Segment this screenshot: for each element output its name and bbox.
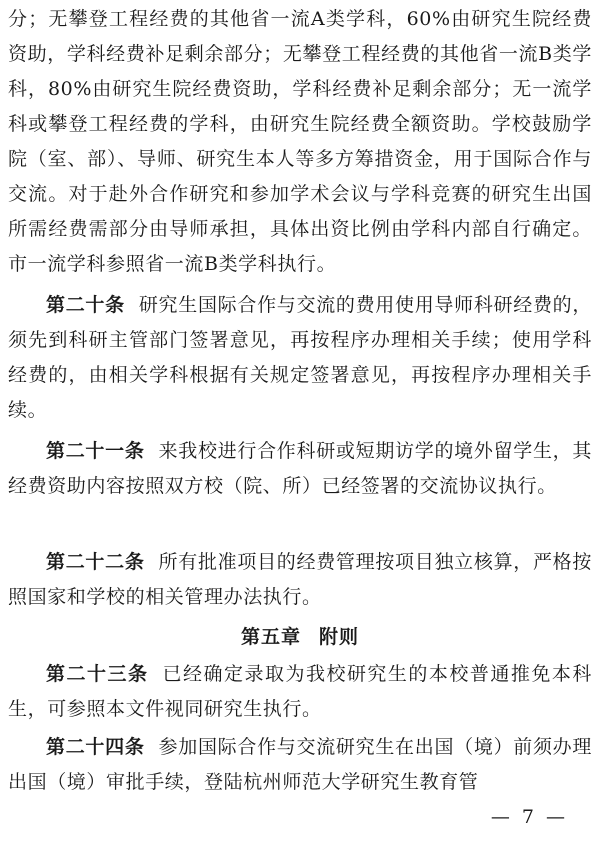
article-23 bbox=[8, 657, 592, 727]
article-heading: 第二十一条 bbox=[46, 440, 145, 462]
article-22 bbox=[8, 545, 592, 615]
article-text: 研究生国际合作与交流的费用使用导师科研经费的，须先到科研主管部门签署意见，再按程序办理相关手续；使用学科经费的，由相关学科根据有关规定签署意见，再按程序办理相关手续。 bbox=[8, 294, 592, 421]
document-page bbox=[8, 0, 592, 858]
article-text: 已经确定录取为我校研究生的本校普通推免本科生，可参照本文件视同研究生执行。 bbox=[8, 663, 592, 720]
paragraph-text: 分；无攀登工程经费的其他省一流A类学科，60%由研究生院经费资助，学科经费补足剩余部分；无攀登工程经费的其他省一流B类学科，80%由研究生院经费资助，学科经费补足剩余部分；无一流学科或攀登工程经费的学科，由研究生院经费全额资助。学校鼓励学院（室、部）、导师、研究生本人等多方筹措资金，用于国际合作与交流。对于赴外合作研究和参加学术会议与学科竞赛的研究生出国所需经费需部分由导师承担，具体出资比例由学科内部自行确定。市一流学科参照省一流B类学科执行。 bbox=[8, 8, 592, 275]
page-number: — 7 — bbox=[490, 806, 568, 828]
article-text: 来我校进行合作科研或短期访学的境外留学生，其经费资助内容按照双方校（院、所）已经签署的交流协议执行。 bbox=[8, 440, 592, 497]
article-heading: 第二十四条 bbox=[46, 736, 145, 758]
chapter-title: 附则 bbox=[319, 626, 360, 648]
article-heading: 第二十三条 bbox=[46, 663, 149, 685]
article-text: 所有批准项目的经费管理按项目独立核算，严格按照国家和学校的相关管理办法执行。 bbox=[8, 551, 592, 608]
article-24 bbox=[8, 730, 592, 800]
article-text: 参加国际合作与交流研究生在出国（境）前须办理出国（境）审批手续，登陆杭州师范大学研究生教育管 bbox=[8, 736, 592, 793]
article-heading: 第二十条 bbox=[46, 294, 125, 316]
article-heading: 第二十二条 bbox=[46, 551, 145, 573]
chapter-heading bbox=[8, 620, 592, 655]
chapter-number: 第五章 bbox=[240, 626, 301, 648]
article-20 bbox=[8, 288, 592, 428]
article-21 bbox=[8, 434, 592, 504]
paragraph-continuation bbox=[8, 2, 592, 282]
